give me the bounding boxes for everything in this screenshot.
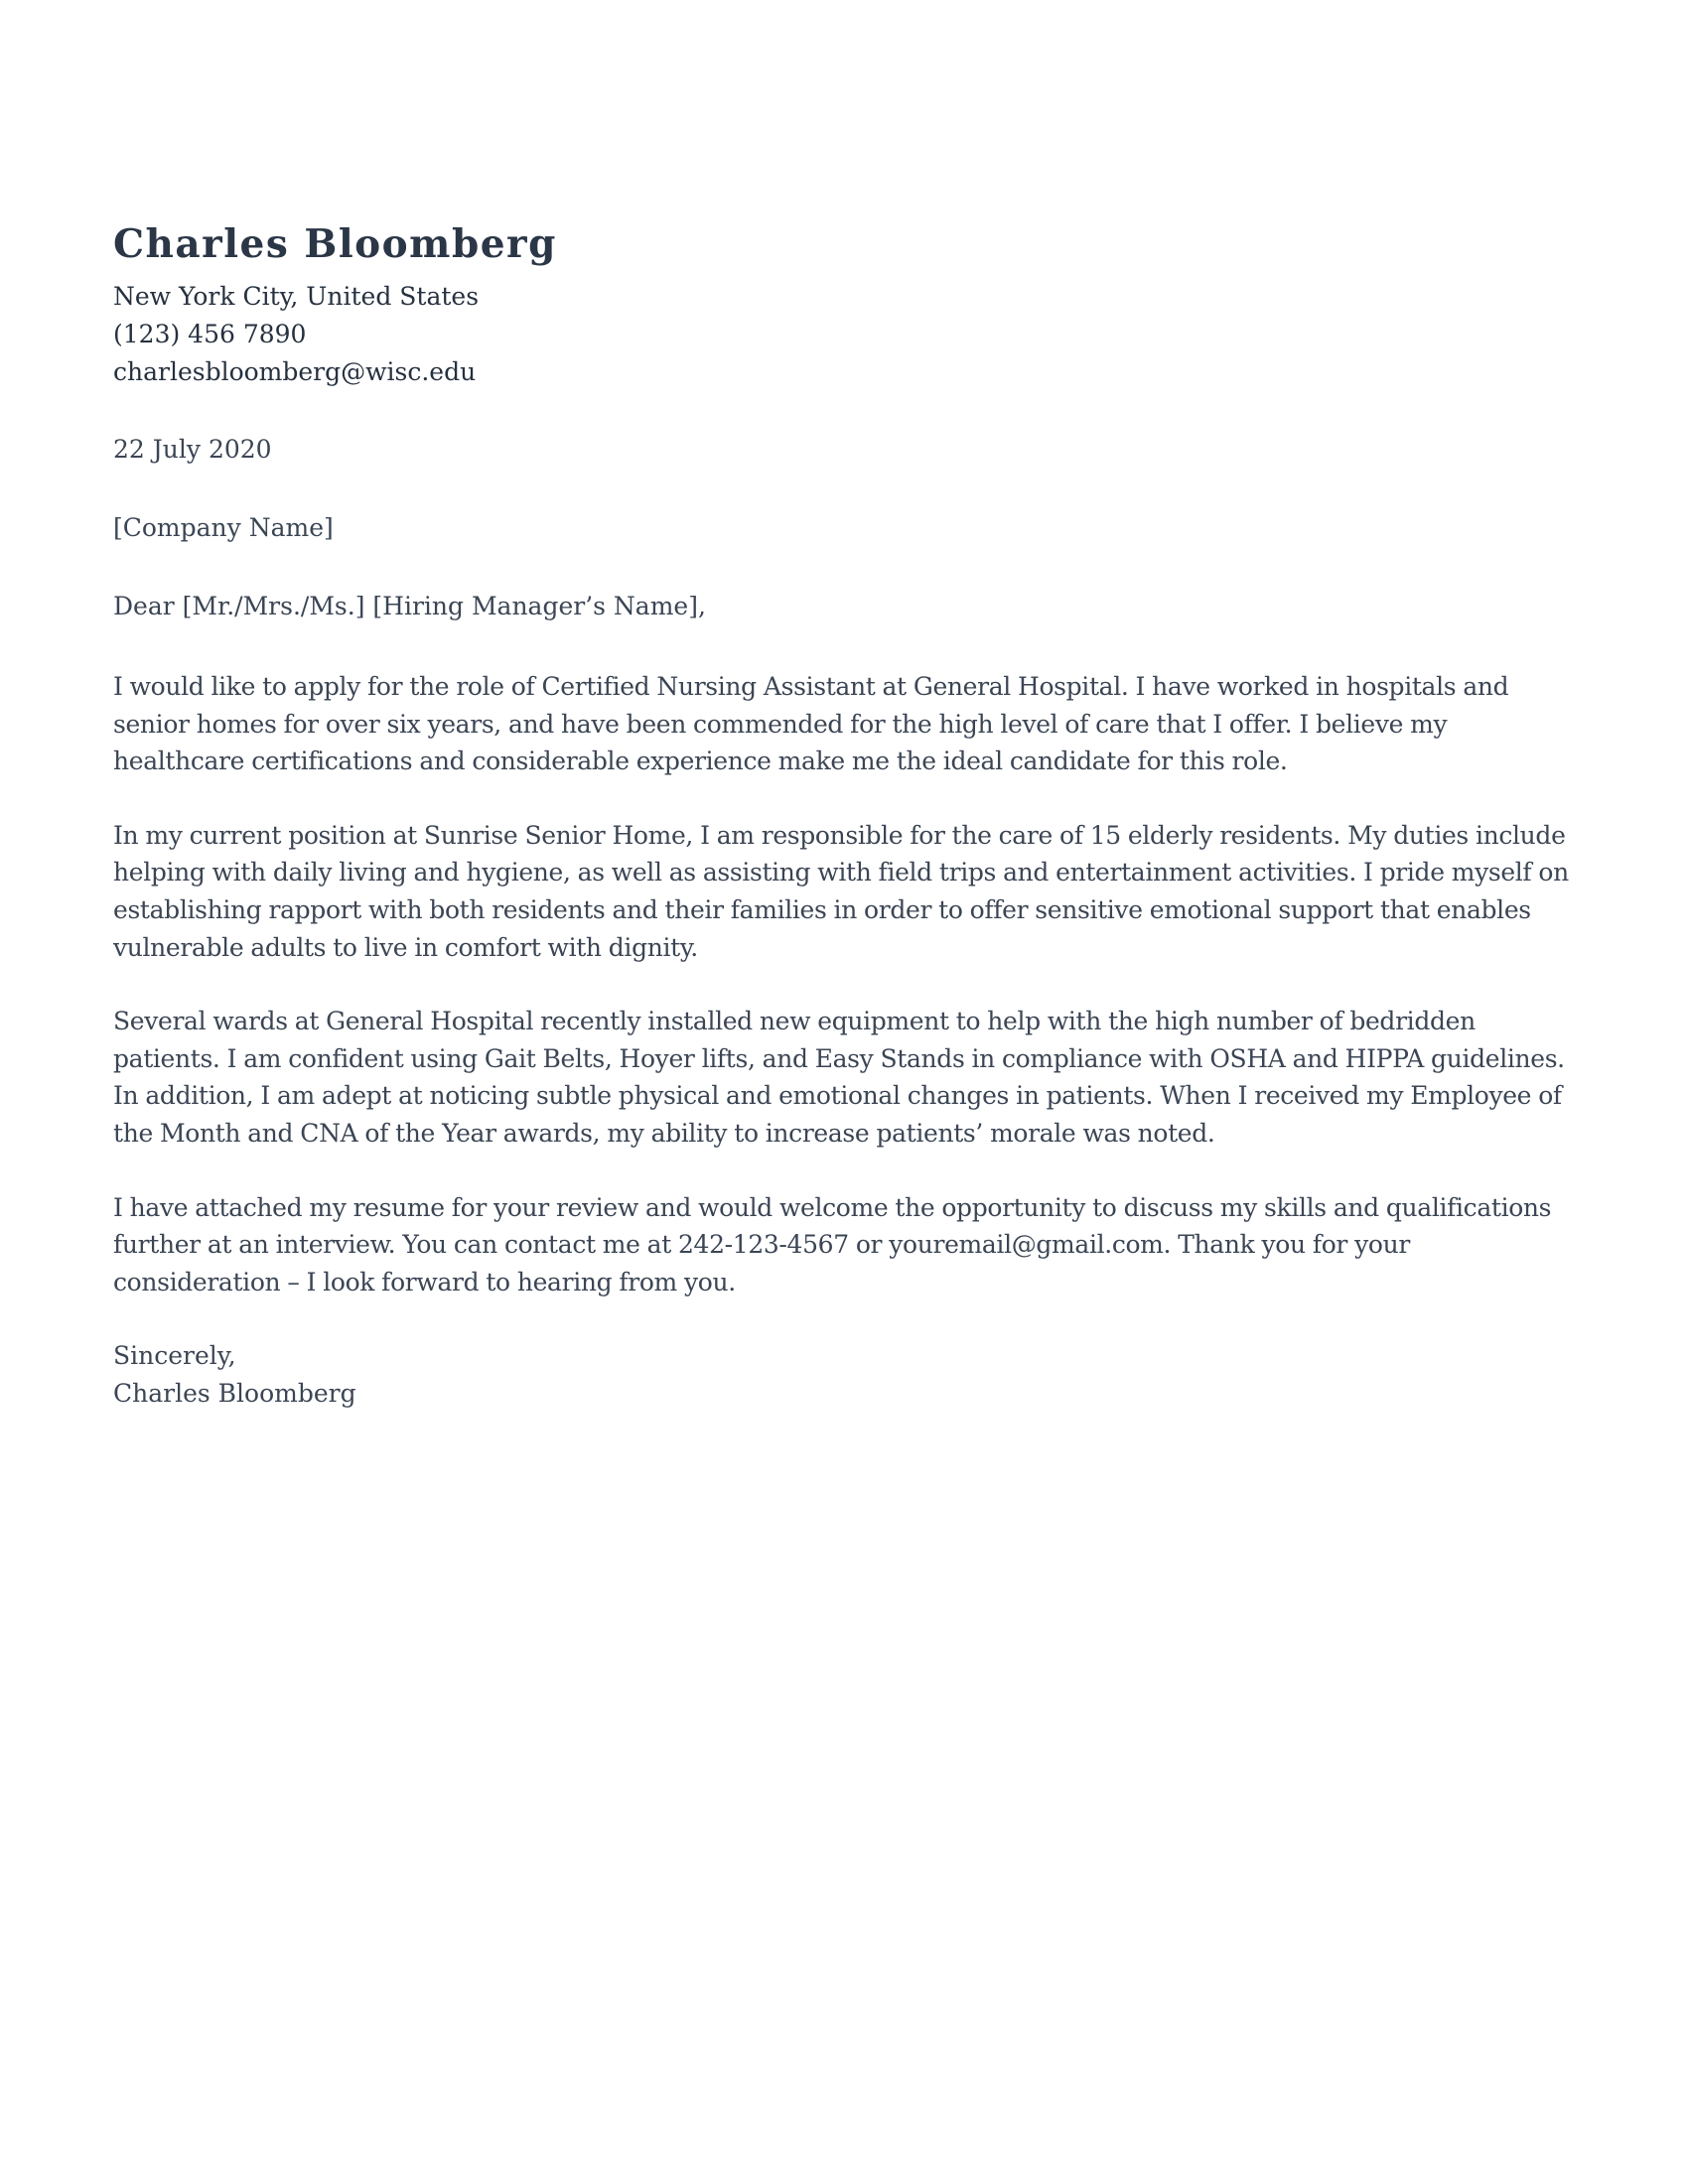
body-paragraph-3: Several wards at General Hospital recently installed new equipment to help with the high number of bedridden patients. I am confident using Gait Belts, Hoyer lifts, and Easy Stands in compliance with OSHA and HIPPA guidelines. In addition, I am adept at noticing subtle physical and emotional changes in patients. When I received my Employee of the Month and CNA of the Year awards, my ability to increase patients’ morale was noted.	[113, 1007, 1565, 1148]
closing-block	[113, 1337, 1583, 1413]
recipient-company: [Company Name]	[113, 513, 334, 542]
sender-email: charlesbloomberg@wisc.edu	[113, 357, 477, 386]
letter-date: 22 July 2020	[113, 435, 272, 464]
salutation: Dear [Mr./Mrs./Ms.] [Hiring Manager’s Name],	[113, 592, 706, 620]
body-paragraph-4: I have attached my resume for your review and would welcome the opportunity to discuss my skills and qualifications further at an interview. You can contact me at 242-123-4567 or youremail@gmail.com. Thank you for your consideration – I look forward to hearing from you.	[113, 1192, 1552, 1297]
sender-name: Charles Bloomberg	[113, 221, 557, 267]
body-paragraph-2: In my current position at Sunrise Senior Home, I am responsible for the care of 15 elderly residents. My duties include helping with daily living and hygiene, as well as assisting with field trips and entertainment activities. I pride myself on establishing rapport with both residents and their families in order to offer sensitive emotional support that enables vulnerable adults to live in comfort with dignity.	[113, 820, 1569, 962]
signature-name: Charles Bloomberg	[113, 1379, 356, 1409]
sender-phone: (123) 456 7890	[113, 320, 307, 348]
valediction: Sincerely,	[113, 1341, 236, 1371]
body-paragraph-1: I would like to apply for the role of Certified Nursing Assistant at General Hospital. I have worked in hospitals and senior homes for over six years, and have been commended for the high level of care that I offer. I believe my healthcare certifications and considerable experience make me the ideal candidate for this role.	[113, 672, 1509, 776]
sender-location: New York City, United States	[113, 282, 480, 311]
cover-letter	[113, 216, 1583, 1413]
sender-contact-block	[113, 278, 1583, 391]
